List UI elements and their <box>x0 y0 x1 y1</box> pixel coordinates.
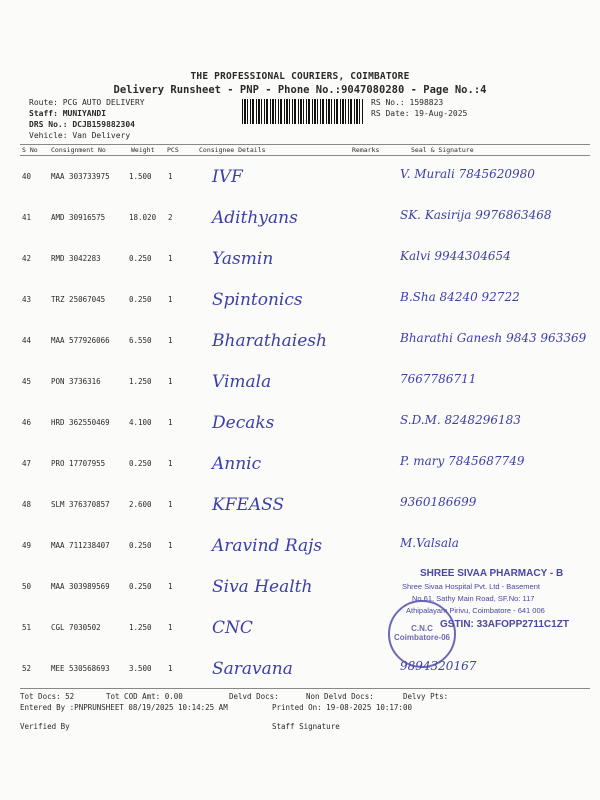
row-consignee: Yasmin <box>212 249 274 269</box>
stamp-name: SHREE SIVAA PHARMACY - B <box>420 568 564 579</box>
row-sno: 50 <box>22 582 32 591</box>
row-consignment-no: PON 3736316 <box>51 377 101 386</box>
row-pcs: 1 <box>168 541 173 550</box>
row-consignment-no: MAA 303989569 <box>51 582 110 591</box>
tot-cod: Tot COD Amt: 0.00 <box>106 692 183 701</box>
header-rule-top <box>20 144 590 145</box>
row-pcs: 1 <box>168 254 173 263</box>
row-signature: 9360186699 <box>400 495 477 509</box>
vehicle: Vehicle: Van Delivery <box>29 130 131 140</box>
row-signature: 9894320167 <box>400 659 477 673</box>
row-pcs: 1 <box>168 377 173 386</box>
route-info <box>29 98 145 141</box>
row-consignee: IVF <box>212 167 243 187</box>
table-row <box>0 403 600 444</box>
row-consignee: Aravind Rajs <box>212 536 323 556</box>
delvd-docs: Delvd Docs: <box>229 692 279 701</box>
row-signature: S.D.M. 8248296183 <box>400 413 521 427</box>
col-consignment: Consignment No <box>51 146 106 154</box>
row-weight: 4.100 <box>129 418 152 427</box>
row-pcs: 1 <box>168 500 173 509</box>
row-signature: M.Valsala <box>400 536 459 550</box>
tot-docs: Tot Docs: 52 <box>20 692 75 701</box>
staff: Staff: MUNIYANDI <box>29 108 107 118</box>
row-consignment-no: CGL 7030502 <box>51 623 101 632</box>
row-signature: Kalvi 9944304654 <box>400 249 511 263</box>
delvy-pts: Delvy Pts: <box>403 692 449 701</box>
rs-info <box>371 98 467 119</box>
stamp-line1: Shree Sivaa Hospital Pvt. Ltd - Basement <box>402 582 540 591</box>
row-weight: 18.020 <box>129 213 157 222</box>
row-consignment-no: MAA 303733975 <box>51 172 110 181</box>
row-consignment-no: MAA 711238407 <box>51 541 110 550</box>
row-weight: 3.500 <box>129 664 152 673</box>
col-seal: Seal & Signature <box>411 146 474 154</box>
stamp-line3: Athipalayam Pirivu, Coimbatore - 641 006 <box>406 606 545 615</box>
row-pcs: 2 <box>168 213 173 222</box>
row-consignment-no: PRO 17707955 <box>51 459 106 468</box>
row-pcs: 1 <box>168 623 173 632</box>
row-consignment-no: RMD 3042283 <box>51 254 101 263</box>
footer-rule <box>20 688 590 689</box>
row-consignment-no: SLM 376370857 <box>51 500 110 509</box>
row-weight: 1.500 <box>129 172 152 181</box>
row-signature: P. mary 7845687749 <box>400 454 525 468</box>
row-consignee: Siva Health <box>212 577 313 597</box>
row-sno: 42 <box>22 254 32 263</box>
row-consignee: Decaks <box>212 413 275 433</box>
row-sno: 51 <box>22 623 32 632</box>
col-remarks: Remarks <box>352 146 380 154</box>
row-sno: 46 <box>22 418 32 427</box>
row-sno: 41 <box>22 213 32 222</box>
company-title: THE PROFESSIONAL COURIERS, COIMBATORE <box>190 71 410 82</box>
col-sno: S No <box>22 146 38 154</box>
row-consignee: Vimala <box>212 372 272 392</box>
row-consignee: Saravana <box>212 659 293 679</box>
table-row <box>0 239 600 280</box>
table-row <box>0 198 600 239</box>
row-pcs: 1 <box>168 459 173 468</box>
row-sno: 52 <box>22 664 32 673</box>
table-row <box>0 444 600 485</box>
row-consignee: CNC <box>212 618 253 638</box>
route: Route: PCG AUTO DELIVERY <box>29 98 145 107</box>
entered-by: Entered By :PNPRUNSHEET 08/19/2025 10:14:25 AM <box>20 703 228 712</box>
printed-on: Printed On: 19-08-2025 10:17:00 <box>272 703 412 712</box>
verified-by: Verified By <box>20 722 70 731</box>
row-consignment-no: MEE 530568693 <box>51 664 110 673</box>
row-consignee: Adithyans <box>212 208 298 228</box>
row-sno: 47 <box>22 459 32 468</box>
row-consignee: Spintonics <box>212 290 303 310</box>
table-row <box>0 321 600 362</box>
table-row <box>0 649 600 690</box>
row-pcs: 1 <box>168 582 173 591</box>
table-row <box>0 280 600 321</box>
row-pcs: 1 <box>168 336 173 345</box>
header-rule-bottom <box>20 155 590 156</box>
table-row <box>0 526 600 567</box>
row-weight: 0.250 <box>129 254 152 263</box>
row-sno: 40 <box>22 172 32 181</box>
row-sno: 44 <box>22 336 32 345</box>
table-row <box>0 157 600 198</box>
row-pcs: 1 <box>168 664 173 673</box>
col-pcs: PCS <box>167 146 179 154</box>
rs-date: RS Date: 19-Aug-2025 <box>371 108 468 118</box>
row-weight: 0.250 <box>129 459 152 468</box>
seal-text: C.N.C Coimbatore-06 <box>393 624 450 642</box>
row-signature: B.Sha 84240 92722 <box>400 290 520 304</box>
row-signature: SK. Kasirija 9976863468 <box>400 208 552 222</box>
row-pcs: 1 <box>168 418 173 427</box>
row-consignee: KFEASS <box>212 495 285 515</box>
row-consignment-no: AMD 30916575 <box>51 213 106 222</box>
drs-no: DRS No.: DCJB159882304 <box>29 120 135 129</box>
row-consignee: Annic <box>212 454 262 474</box>
row-consignee: Bharathaiesh <box>212 331 327 351</box>
row-sno: 45 <box>22 377 32 386</box>
row-sno: 49 <box>22 541 32 550</box>
stamp-line2: No.61, Sathy Main Road, SF.No: 117 <box>412 594 535 603</box>
table-row <box>0 485 600 526</box>
rs-no: RS No.: 1598823 <box>371 98 444 107</box>
row-consignment-no: HRD 362550469 <box>51 418 110 427</box>
row-signature: V. Murali 7845620980 <box>400 167 535 181</box>
row-weight: 0.250 <box>129 541 152 550</box>
row-pcs: 1 <box>168 295 173 304</box>
row-weight: 1.250 <box>129 623 152 632</box>
barcode <box>242 99 364 124</box>
row-sno: 48 <box>22 500 32 509</box>
staff-signature: Staff Signature <box>272 722 340 731</box>
row-signature: 7667786711 <box>400 372 477 386</box>
row-weight: 1.250 <box>129 377 152 386</box>
row-weight: 6.550 <box>129 336 152 345</box>
row-weight: 0.250 <box>129 295 152 304</box>
col-weight: Weight <box>131 146 155 154</box>
row-consignment-no: TRZ 25067045 <box>51 295 106 304</box>
row-pcs: 1 <box>168 172 173 181</box>
row-weight: 0.250 <box>129 582 152 591</box>
table-row <box>0 362 600 403</box>
row-weight: 2.600 <box>129 500 152 509</box>
row-signature: Bharathi Ganesh 9843 963369 <box>400 331 587 345</box>
row-consignment-no: MAA 577926066 <box>51 336 110 345</box>
stamp-gstin: GSTIN: 33AFOPP2711C1ZT <box>440 619 569 630</box>
non-delvd-docs: Non Delvd Docs: <box>306 692 374 701</box>
runsheet-title: Delivery Runsheet - PNP - Phone No.:9047080280 - Page No.:4 <box>113 84 487 96</box>
col-consignee: Consignee Details <box>199 146 266 154</box>
row-sno: 43 <box>22 295 32 304</box>
